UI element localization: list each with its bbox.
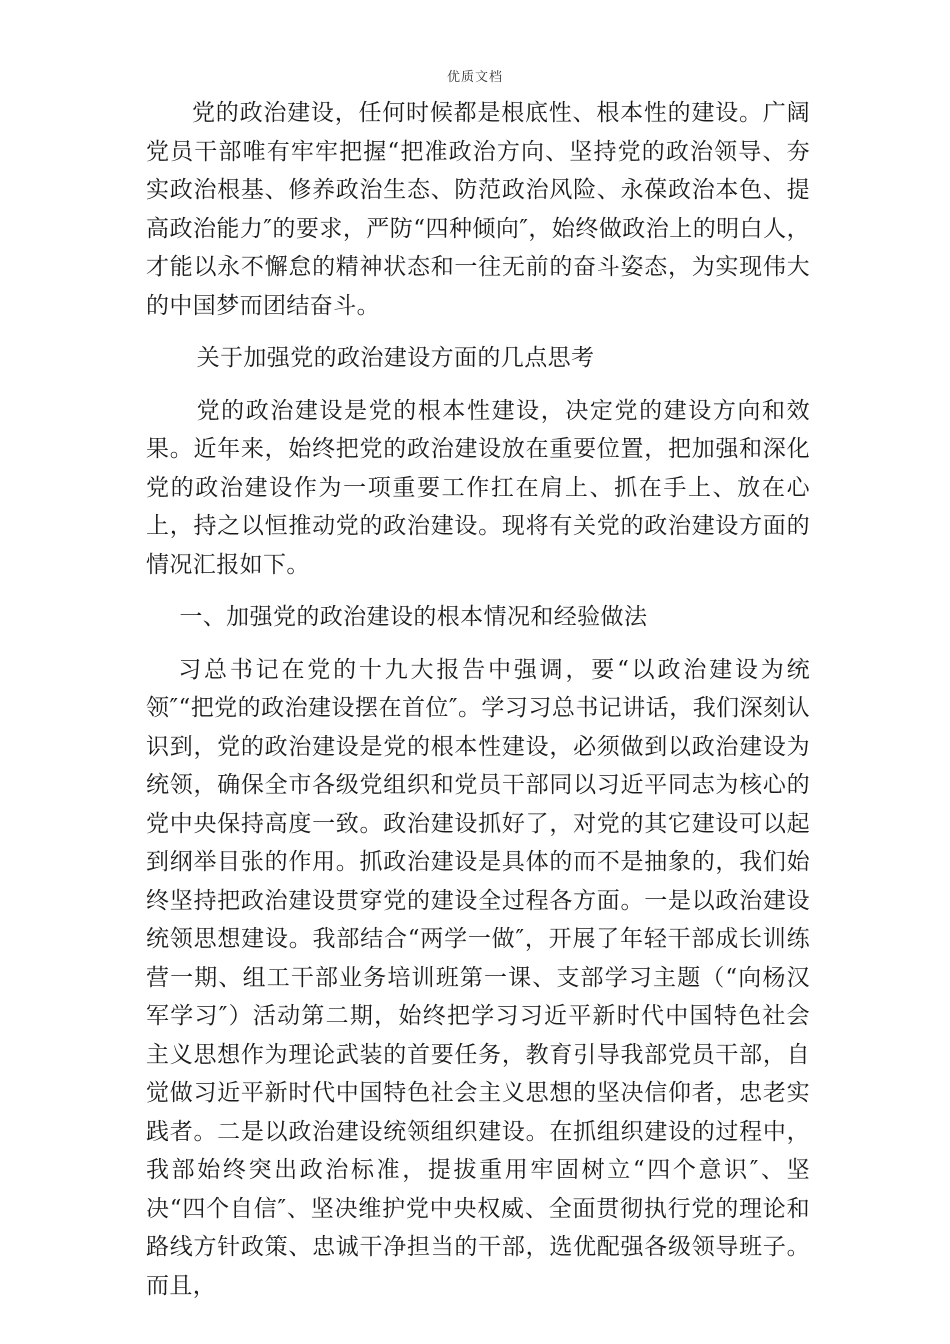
paragraph-overview: 党的政治建设是党的根本性建设，决定党的建设方向和效果。近年来，始终把党的政治建设放在重要位置，把加强和深化党的政治建设作为一项重要工作扛在肩上、抓在手上、放在心上，持之以恒推动党的政治建设。现将有关党的政治建设方面的情况汇报如下。 <box>146 397 810 578</box>
paragraph-body: 习总书记在党的十九大报告中强调，要“以政治建设为统领″“把党的政治建设摆在首位″。学习习总书记讲话，我们深刻认识到，党的政治建设是党的根本性建设，必须做到以政治建设为统领，确保全市各级党组织和党员干部同以习近平同志为核心的党中央保持高度一致。政治建设抓好了，对党的其它建设可以起到纲举目张的作用。抓政治建设是具体的而不是抽象的，我们始终坚持把政治建设贯穿党的建设全过程各方面。一是以政治建设统领思想建设。我部结合“两学一做″，开展了年轻干部成长训练营一期、组工干部业务培训班第一课、支部学习主题（“向杨汉军学习″）活动第二期，始终把学习习近平新时代中国特色社会主义思想作为理论武装的首要任务，教育引导我部党员干部，自觉做习近平新时代中国特色社会主义思想的坚决信仰者，忠老实践者。二是以政治建设统领组织建设。在抓组织建设的过程中，我部始终突出政治标准，提拔重用牢固树立“四个意识″、坚决“四个自信″、坚决维护党中央权威、全面贯彻执行党的理论和路线方针政策、忠诚干净担当的干部，选优配强各级领导班子。而且， <box>146 656 810 1299</box>
paragraph-intro: 党的政治建设，任何时候都是根底性、根本性的建设。广阔党员干部唯有牢牢把握“把准政治方向、坚持党的政治领导、夯实政治根基、修养政治生态、防范政治风险、永葆政治本色、提高政治能力″的要求，严防“四种倾向″，始终做政治上的明白人，才能以永不懈怠的精神状态和一往无前的奋斗姿态，为实现伟大的中国梦而团结奋斗。 <box>146 100 810 319</box>
document-body <box>146 84 810 1305</box>
page-header: 优质文档 <box>446 70 503 85</box>
section-heading: 一、加强党的政治建设的根本情况和经验做法 <box>179 604 648 630</box>
section-title: 关于加强党的政治建设方面的几点思考 <box>196 345 595 371</box>
